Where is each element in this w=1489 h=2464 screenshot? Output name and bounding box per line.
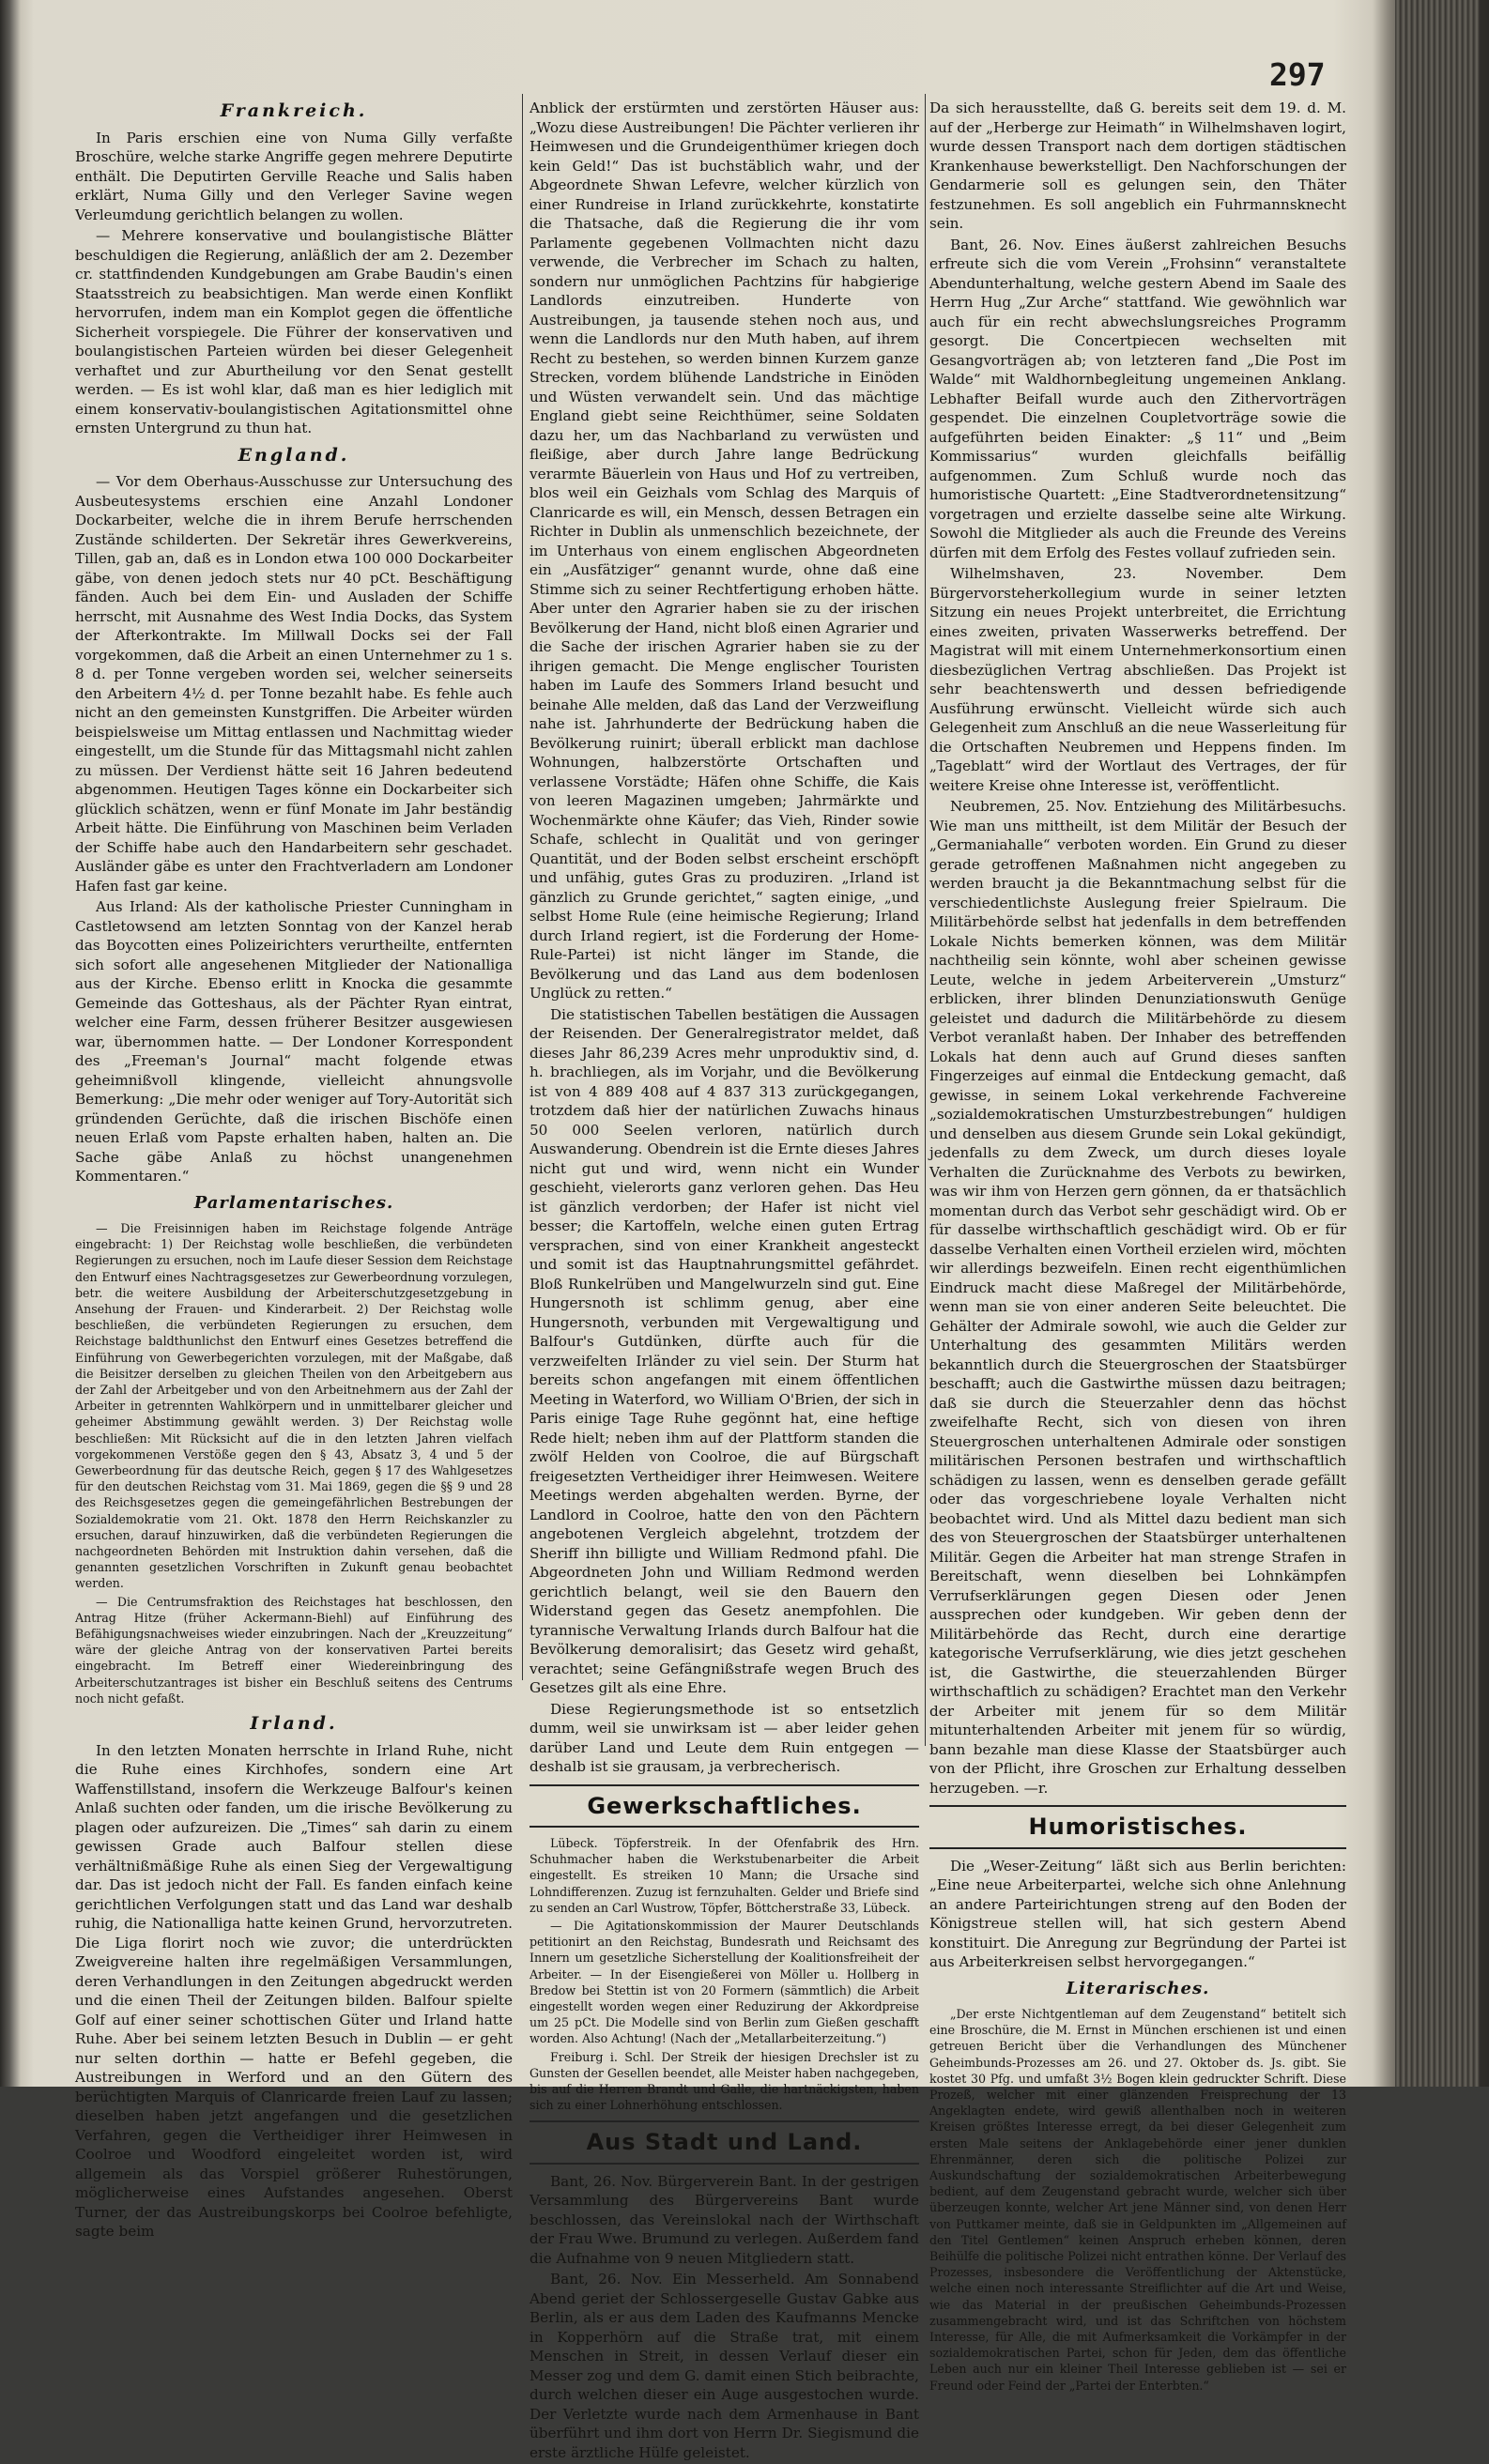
page-number: 297	[1269, 56, 1326, 93]
paragraph: — Vor dem Oberhaus-Ausschusse zur Untersuchung des Ausbeutesystems erschien eine Anzahl Londoner Dockarbeiter, welche die in ihrem Berufe herrschenden Zustände schilderten. Der Sekretär ihres Gewerkvereins, Tillen, gab an, daß es in London etwa 100 000 Dockarbeiter gäbe, von denen jedoch stets nur 40 pCt. Beschäftigung fänden. Auch bei dem Ein- und Ausladen der Schiffe herrscht, mit Ausnahme des West India Docks, das System der Afterkontrakte. Im Millwall Docks sei der Fall vorgekommen, daß die Arbeit an einen Unternehmer zu 1 s. 8 d. per Tonne vergeben worden sei, welcher seinerseits den Arbeitern 4½ d. per Tonne bezahlt habe. Es fehle auch nicht an den gemeinsten Kunstgriffen. Die Arbeiter würden beispielsweise um Mittag entlassen und Nachmittag wieder eingestellt, um die Stunde für das Mittagsmahl nicht zahlen zu müssen. Der Verdienst hätte seit 16 Jahren bedeutend abgenommen. Heutigen Tages könne ein Dockarbeiter sich glücklich schätzen, wenn er fünf Monate im Jahr beständig Arbeit hätte. Die Einführung von Maschinen beim Verladen der Schiffe habe auch den Handarbeitern sehr geschadet. Ausländer gäbe es unter den Frachtverladern am Londoner Hafen fast gar keine.	[75, 473, 513, 895]
column-1	[75, 94, 513, 2243]
paragraph: — Die Agitationskommission der Maurer Deutschlands petitionirt an den Reichstag, Bundesrath und Reichsamt des Innern um gesetzliche Sicherstellung der Koalitionsfreiheit der Arbeiter. — In der Eisengießerei von Möller u. Hollberg in Bredow bei Stettin ist von 20 Formern (sämmtlich) die Arbeit eingestellt worden wegen einer Reduzirung der Akkordpreise um 25 pCt. Die Modelle sind von Berlin zum Gießen geschafft worden. Also Achtung! (Nach der „Metallarbeiterzeitung.“)	[530, 1919, 919, 2046]
paragraph: Aus Irland: Als der katholische Priester Cunningham in Castletowsend am letzten Sonntag von der Kanzel herab das Boycotten eines Polizeirichters verurtheilte, entfernten sich sofort alle angesehenen Mitglieder der Nationalliga aus der Kirche. Ebenso erlitt in Knocka die gesammte Gemeinde das Gotteshaus, als der Pächter Ryan eintrat, welcher eine Farm, dessen früherer Besitzer ausgewiesen war, übernommen hatte. — Der Londoner Korrespondent des „Freeman's Journal“ macht folgende etwas geheimnißvoll klingende, vielleicht ahnungsvolle Bemerkung: „Die mehr oder weniger auf Tory-Autorität sich gründenden Gerüchte, daß die irischen Bischöfe einen neuen Erlaß vom Papste erhalten haben, halten an. Die Sache gäbe Anlaß zu höchst unangenehmen Kommentaren.“	[75, 898, 513, 1185]
column-divider	[522, 94, 523, 1680]
paragraph: Neubremen, 25. Nov. Entziehung des Militärbesuchs. Wie man uns mittheilt, ist dem Militär der Besuch der „Germaniahalle“ verboten worden. Ein Grund zu dieser gerade getroffenen Maßnahmen nicht angegeben zu werden braucht ja die Bekanntmachung selbst für die verschiedentlichste Auslegung freier Spielraum. Die Militärbehörde selbst hat jedenfalls in dem betreffenden Lokale Nichts bemerken können, was dem Militär nachtheilig sein könnte, wohl aber scheinen gewisse Leute, welche in jedem Arbeiterverein „Umsturz“ erblicken, ihrer blinden Denunziationswuth Genüge geleistet und dadurch die Militärbehörde zu diesem Verbot veranlaßt haben. Der Inhaber des betreffenden Lokals hat denn auch auf Grund dieses sanften Fingerzeiges auf einmal die Entdeckung gemacht, daß gewisse, in seinem Lokal verkehrende Fachvereine „sozialdemokratischen Umsturzbestrebungen“ huldigen und denselben aus diesem Grunde sein Lokal gekündigt, jedenfalls zu dem Zweck, um durch dieses loyale Verhalten die Zurücknahme des Verbots zu bewirken, was wir ihm von Herzen gern gönnen, da er thatsächlich momentan durch das Verbot sehr geschädigt wird. Ob er für dasselbe wirthschaftlich geschädigt wird. Ob er für dasselbe Verhalten einen Vortheil erzielen wird, möchten wir allerdings bezweifeln. Einen recht eigenthümlichen Eindruck macht diese Maßregel der Militärbehörde, wenn man sie von einer anderen Seite beleuchtet. Die Gehälter der Admirale sowohl, wie auch die Gelder zur Unterhaltung des gesammten Militärs werden bekanntlich durch die Steuergroschen der Staatsbürger beschafft; auch die Gastwirthe müssen dazu beitragen; daß sie durch die Steuerzahler denn das höchst zweifelhafte Recht, sich von diesen von ihren Steuergroschen unterhaltenen Admirale oder sonstigen militärischen Personen bestrafen und wirthschaftlich schädigen zu lassen, wenn es denselben gerade gefällt oder das vorgeschriebene loyale Verhalten nicht beobachtet wird. Und als Mittel dazu bedient man sich des von Steuergroschen der Staatsbürger unterhaltenen Militär. Gegen die Arbeiter hat man strenge Strafen in Bereitschaft, wenn dieselben bei Lohnkämpfen Verrufserklärungen gegen Diesen oder Jenen aussprechen oder kundgeben. Wir geben denn der Militärbehörde das Recht, durch eine derartige kategorische Verrufserklärung, wie dies jetzt geschehen ist, die Gastwirthe, die steuerzahlenden Bürger wirthschaftlich zu schädigen? Erachtet man den Verkehr der Arbeiter mit jenem für so dem Militär mitunterhaltenden Arbeiter mit jenem für so würdig, bann bezahle man diese Klasse der Staatsbürger auch von der Pflicht, ihre Groschen zur Erhaltung desselben herzugeben. —r.	[929, 798, 1346, 1797]
paragraph: In den letzten Monaten herrschte in Irland Ruhe, nicht die Ruhe eines Kirchhofes, sondern eine Art Waffenstillstand, insofern die Werkzeuge Balfour's keinen Anlaß suchten oder fanden, um die irische Bevölkerung zu plagen oder aufzureizen. Die „Times“ sah darin zu einem gewissen Grade auch Balfour stellen diese verhältnißmäßige Ruhe als einen Sieg der Vergewaltigung dar. Das ist jedoch nicht der Fall. Es fanden einfach keine gerichtlichen Verfolgungen statt und das Land war deshalb ruhig, die Nationalliga hatte keinen Grund, hervorzutreten. Die Liga florirt noch wie zuvor; die unterdrückten Zweigvereine halten ihre regelmäßigen Versammlungen, deren Verhandlungen in den Zeitungen abgedruckt werden und die einen Theil der Zeitungen bilden. Balfour spielte Golf auf einer seiner schottischen Güter und Irland hatte Ruhe. Aber bei seinem letzten Besuch in Dublin — er geht nur selten dorthin — hatte er Befehl gegeben, die Austreibungen in Werford und an den Gütern des berüchtigten Marquis of Clanricarde freien Lauf zu lassen; dieselben haben jetzt angefangen und die gesetzlichen Verfahren, gegen die Vertheidiger ihrer Heimwesen in Coolroe und Woodford eingeleitet worden ist, wird allgemein als das Vorspiel größerer Ruhestörungen, möglicherweise eines Aufstandes angesehen. Oberst Turner, der das Austreibungskorps bei Coolroe befehligte, sagte beim	[75, 1741, 513, 2241]
paragraph: Wilhelmshaven, 23. November. Dem Bürgervorsteherkollegium wurde in seiner letzten Sitzung ein neues Projekt unterbreitet, die Errichtung eines zweiten, privaten Wasserwerks betreffend. Der Magistrat will mit einem Unternehmerkonsortium einen diesbezüglichen Vertrag abschließen. Das Projekt ist sehr beachtenswerth und dessen befriedigende Ausführung erwünscht. Vielleicht würde sich auch Gelegenheit zum Anschluß an die neue Wasserleitung für die Ortschaften Neubremen und Heppens finden. Im „Tageblatt“ wird der Wortlaut des Vertrages, der für weitere Kreise ohne Interesse ist, veröffentlicht.	[929, 565, 1346, 794]
paragraph: Die „Weser-Zeitung“ läßt sich aus Berlin berichten: „Eine neue Arbeiterpartei, welche sich ohne Anlehnung an andere Parteirichtungen streng auf den Boden der Königstreue stellen will, hat sich gestern Abend konstituirt. Die Anregung zur Begründung der Partei ist aus Arbeiterkreisen selbst hervorgegangen.“	[929, 1857, 1346, 1970]
paragraph: — Die Freisinnigen haben im Reichstage folgende Anträge eingebracht: 1) Der Reichstag wolle beschließen, die verbündeten Regierungen zu ersuchen, noch im Laufe dieser Session dem Reichstage den Entwurf eines Nachtragsgesetzes zur Gewerbeordnung vorzulegen, betr. die weitere Ausbildung der Arbeiterschutzgesetzgebung in Ansehung der Frauen- und Kinderarbeit. 2) Der Reichstag wolle beschließen, die verbündeten Regierungen zu ersuchen, dem Reichstage baldthunlichst den Entwurf eines Gesetzes betreffend die Einführung von Gewerbegerichten vorzulegen, mit der Maßgabe, daß die Beisitzer derselben zu gleichen Theilen von den Arbeitgebern aus der Zahl der Arbeitgeber und von den Arbeitnehmern aus der Zahl der Arbeiter in getrennten Wahlkörpern und in unmittelbarer gleicher und geheimer Abstimmung gewählt werden. 3) Der Reichstag wolle beschließen: Mit Rücksicht auf die in den letzten Jahren vielfach vorgekommenen Verstöße gegen den § 43, Absatz 3, 4 und 5 der Gewerbeordnung für das deutsche Reich, gegen § 17 des Wahlgesetzes für den deutschen Reichstag vom 31. Mai 1869, gegen die §§ 9 und 28 des Reichsgesetzes gegen die gemeingefährlichen Bestrebungen der Sozialdemokratie vom 21. Okt. 1878 den Herrn Reichskanzler zu ersuchen, darauf hinzuwirken, daß die verbündeten Regierungen die nachgeordneten Behörden mit Instruktion dahin versehen, daß die genannten gesetzlichen Vorschriften in Zukunft genau beobachtet werden.	[75, 1221, 513, 1591]
heading-parlamentarisches: Parlamentarisches.	[193, 1192, 394, 1213]
paragraph: Bant, 26. Nov. Ein Messerheld. Am Sonnabend Abend geriet der Schlossergeselle Gustav Gabke aus Berlin, als er aus dem Laden des Kaufmanns Mencke in Kopperhörn auf die Straße trat, mit einem Menschen in Streit, in dessen Verlauf dieser ein Messer zog und dem G. damit einen Stich beibrachte, durch welchen dieser ein Auge ausgestochen wurde. Der Verletzte wurde nach dem Armenhause in Bant überführt und ihm dort von Herrn Dr. Siegismund die erste ärztliche Hülfe geleistet.	[530, 2271, 919, 2461]
heading-frankreich: Frankreich.	[220, 100, 368, 121]
paragraph: Lübeck. Töpferstreik. In der Ofenfabrik des Hrn. Schuhmacher haben die Werkstubenarbeiter die Arbeit eingestellt. Es streiken 10 Mann; die Ursache sind Lohndifferenzen. Zuzug ist fernzuhalten. Gelder und Briefe sind zu senden an Carl Wustrow, Töpfer, Böttcherstraße 33, Lübeck.	[530, 1836, 919, 1915]
paragraph: Bant, 26. Nov. Eines äußerst zahlreichen Besuchs erfreute sich die vom Verein „Frohsinn“ veranstaltete Abendunterhaltung, welche gestern Abend im Saale des Herrn Hug „Zur Arche“ stattfand. Wie gewöhnlich war auch für ein recht abwechslungsreiches Programm gesorgt. Die Concertpiecen wechselten mit Gesangvorträgen ab; von letzteren fand „Die Post im Walde“ mit Waldhornbegleitung ungemeinen Anklang. Lebhafter Beifall wurde auch den Zithervorträgen gespendet. Die einzelnen Coupletvorträge sowie die aufgeführten beiden Einakter: „§ 11“ und „Beim Kommissarius“ wurden gleichfalls beifällig aufgenommen. Zum Schluß wurde noch das humoristische Quartett: „Eine Stadtverordnetensitzung“ vorgetragen und erzielte dasselbe seine alte Wirkung. Sowohl die Mitglieder als auch die Freunde des Vereins dürfen mit dem Erfolg des Festes vollauf zufrieden sein.	[929, 236, 1346, 561]
paragraph: Anblick der erstürmten und zerstörten Häuser aus: „Wozu diese Austreibungen! Die Pächter verlieren ihr Heimwesen und die Grundeigenthümer kriegen doch kein Geld!“ Das ist buchstäblich wahr, und der Abgeordnete Shwan Lefevre, welcher kürzlich von einer Rundreise in Irland zurückkehrte, konstatirte die Thatsache, daß die Regierung die ihr vom Parlamente gegebenen Vollmachten nicht dazu verwende, die Verbrecher im Schach zu halten, sondern nur unmöglichen Pachtzins für habgierige Landlords einzutreiben. Hunderte von Austreibungen, ja tausende stehen noch aus, und wenn die Landlords nur den Muth haben, auf ihrem Recht zu bestehen, so werden binnen Kurzem ganze Strecken, vordem blühende Landstriche in Einöden und Wüsten verwandelt sein. Und das mächtige England giebt seine Reichthümer, seine Soldaten dazu her, um das Nachbarland zu verwüsten und fleißige, aber durch Jahre lange Bedrückung verarmte Bäuerlein von Haus und Hof zu vertreiben, blos weil ein Geizhals vom Schlag des Marquis of Clanricarde es will, ein Mensch, dessen Betragen ein Richter in Dublin als unmenschlich bezeichnete, der im Unterhaus von einem englischen Abgeordneten ein „Ausfätziger“ genannt wurde, ohne daß eine Stimme sich zu seiner Rechtfertigung erhoben hätte. Aber unter den Agrarier haben sie zu der irischen Bevölkerung der Hand, nicht bloß einen Agrarier und die Sache der irischen Agrarier haben sie zu der ihrigen gemacht. Die Menge englischer Touristen haben im Laufe des Sommers Irland besucht und beinahe Alle melden, daß das Land der Verzweiflung nahe ist. Jahrhunderte der Bedrückung haben die Bevölkerung ruinirt; überall erblickt man dachlose Wohnungen, halbzerstörte Ortschaften und verlassene Vorstädte; Häfen ohne Schiffe, die Kais von leeren Magazinen umgeben; Jahrmärkte und Wochenmärkte ohne Käufer; das Vieh, Rinder sowie Schafe, schlecht in Qualität und von geringer Quantität, und der Boden selbst erscheint erschöpft und unfähig, gutes Gras zu produziren. „Irland ist gänzlich zu Grunde gerichtet,“ sagten einige, „und selbst Home Rule (eine heimische Regierung; Irland durch Irland regiert, ist die Forderung der Home-Rule-Partei) ist nicht länger im Stande, die Bevölkerung und das Land aus dem bodenlosen Unglück zu retten.“	[530, 99, 919, 1002]
heading-gewerkschaftliches: Gewerkschaftliches.	[587, 1792, 862, 1819]
column-divider	[925, 94, 926, 1746]
heading-aus-stadt-und-land: Aus Stadt und Land.	[586, 2129, 863, 2156]
paragraph: Freiburg i. Schl. Der Streik der hiesigen Drechsler ist zu Gunsten der Gesellen beendet, alle Meister haben nachgegeben, bis auf die Herren Brandt und Galle, die hartnäckigsten, haben sich zu einer Lohnerhöhung entschlossen.	[530, 2049, 919, 2113]
paragraph: Diese Regierungsmethode ist so entsetzlich dumm, weil sie unwirksam ist — aber leider gehen darüber Land und Leute dem Ruin entgegen — deshalb ist sie grausam, ja verbrecherisch.	[530, 1700, 919, 1775]
newspaper-page	[23, 0, 1389, 2461]
paragraph: Bant, 26. Nov. Bürgerverein Bant. In der gestrigen Versammlung des Bürgervereins Bant wurde beschlossen, das Vereinslokal nach der Wirthschaft der Frau Wwe. Brumund zu verlegen. Außerdem fand die Aufnahme von 9 neuen Mitgliedern statt.	[530, 2172, 919, 2267]
paragraph: In Paris erschien eine von Numa Gilly verfaßte Broschüre, welche starke Angriffe gegen mehrere Deputirte enthält. Die Deputirten Gerville Reache und Salis haben erklärt, Numa Gilly und den Verleger Savine wegen Verleumdung gerichtlich belangen zu wollen.	[75, 129, 513, 223]
heading-literarisches: Literarisches.	[1066, 1978, 1210, 1998]
paragraph: — Die Centrumsfraktion des Reichstages hat beschlossen, den Antrag Hitze (früher Ackermann-Biehl) auf Einführung des Befähigungsnachweises wieder einzubringen. Nach der „Kreuzzeitung“ wäre der gleiche Antrag von der konservativen Partei bereits eingebracht. Im Betreff einer Wiedereinbringung des Arbeiterschutzantrages ist bisher ein Beschluß seitens des Centrums noch nicht gefaßt.	[75, 1594, 513, 1706]
paragraph: Da sich herausstellte, daß G. bereits seit dem 19. d. M. auf der „Herberge zur Heimath“ in Wilhelmshaven logirt, wurde dessen Transport nach dem dortigen städtischen Krankenhause bewerkstelligt. Den Nachforschungen der Gendarmerie soll es gelungen sein, den Thäter festzunehmen. Es soll angeblich ein Fuhrmannsknecht sein.	[929, 99, 1346, 232]
paragraph: Die statistischen Tabellen bestätigen die Aussagen der Reisenden. Der Generalregistrator meldet, daß dieses Jahr 86,239 Acres mehr unproduktiv sind, d. h. brachliegen, als im Vorjahr, und die Bevölkerung ist von 4 889 408 auf 4 837 313 zurückgegangen, trotzdem daß hier der natürlichen Zuwachs hinaus 50 000 Seelen verloren, natürlich durch Auswanderung. Obendrein ist die Ernte dieses Jahres nicht gut und wird, wenn nicht ein Wunder geschieht, vielerorts ganz verloren gehen. Das Heu ist gänzlich verdorben; der Hafer ist nicht viel besser; die Kartoffeln, welche einen guten Ertrag versprachen, sind von einer Krankheit angesteckt und somit ist das Hauptnahrungsmittel gefährdet. Bloß Runkelrüben und Mangelwurzeln sind gut. Eine Hungersnoth ist schlimm genug, aber eine Hungersnoth, verbunden mit Vergewaltigung und Balfour's Gutdünken, dürfte auch für die verzweifelten Irländer zu viel sein. Der Sturm hat bereits schon angefangen mit einem öffentlichen Meeting in Waterford, wo William O'Brien, der sich in Paris einige Tage Ruhe gegönnt hat, eine heftige Rede hielt; neben ihm auf der Plattform standen die zwölf Helden von Coolroe, die auf Bürgschaft freigesetzten Vertheidiger ihrer Heimwesen. Weitere Meetings werden abgehalten werden. Byrne, der Landlord in Coolroe, hatte den von den Pächtern angebotenen Vergleich abgelehnt, trotzdem der Sheriff ihn billigte und William Redmond pfahl. Die Abgeordneten John und William Redmond werden gerichtlich belangt, weil sie den Bauern den Widerstand gegen das Gesetz anempfohlen. Die tyrannische Verwaltung Irlands durch Balfour hat die Bevölkerung demoralisirt; das Gesetz wird gehaßt, verachtet; seine Gefängnißstrafe wegen Bruch des Gesetzes gilt als eine Ehre.	[530, 1005, 919, 1696]
paragraph: „Der erste Nichtgentleman auf dem Zeugenstand“ betitelt sich eine Broschüre, die M. Ernst in München erschienen ist und einen getreuen Bericht über die Verhandlungen des Münchener Geheimbunds-Prozesses am 26. und 27. Oktober ds. Js. gibt. Sie kostet 30 Pfg. und umfaßt 3½ Bogen klein gedruckter Schrift. Diese Prozeß, welcher mit einer glänzenden Freisprechung der 13 Angeklagten endete, wird gewiß allenthalben noch in weiteren Kreisen größtes Interesse erregt, da bei dieser Gelegenheit zum ersten Male seitens der Anklagebehörde einer jener dunklen Ehrenmänner, deren sich die politische Polizei zur Auskundschaftung der sozialdemokratischen Arbeiterbewegung bedient, auf dem Zeugenstand gebracht wurde, welcher sich über überzeugen konnte, welcher Art jene Männer sind, von denen Herr von Puttkamer meinte, daß sie in Geldpunkten im „Allgemeinen auf den Titel Gentlemen“ keinen Anspruch erheben können, deren Beihülfe die politische Polizei nicht entrathen könne. Der Verlauf des Prozesses, insbesondere die Veröffentlichung der Aktenstücke, welche einen noch interessante Streiflichter auf die Art und Weise, wie das Material in der preußischen Geheimbunds-Prozessen zusammengebracht wird, und ist das Schriftchen von höchstem Interesse, für Alle, die mit Aufmerksamkeit die Vorkämpfer in der sozialdemokratischen Partei, schon für Jeden, dem das öffentliche Leben auch nur ein kleiner Theil Interesse geblieben ist — sei er Freund oder Feind der „Partei der Enterbten.“	[929, 2007, 1346, 2393]
heading-irland: Irland.	[250, 1713, 338, 1735]
heading-england: England.	[238, 444, 350, 466]
adjacent-pages-edge	[1395, 0, 1480, 2087]
heading-humoristisches: Humoristisches.	[1028, 1814, 1248, 1840]
column-2	[530, 99, 919, 2464]
column-3	[929, 99, 1346, 2395]
paragraph: — Mehrere konservative und boulangistische Blätter beschuldigen die Regierung, anläßlich der am 2. Dezember cr. stattfindenden Kundgebungen am Grabe Baudin's einen Staatsstreich zu beabsichtigen. Man werde einen Konflikt hervorrufen, indem man ein Komplot gegen die öffentliche Sicherheit vorspiegele. Die Führer der konservativen und boulangistischen Parteien würden bei dieser Gelegenheit verhaftet und zur Aburtheilung vor den Senat gestellt werden. — Es ist wohl klar, daß man es hier lediglich mit einem konservativ-boulangistischen Agitationsmittel ohne ernsten Untergrund zu thun hat.	[75, 227, 513, 436]
